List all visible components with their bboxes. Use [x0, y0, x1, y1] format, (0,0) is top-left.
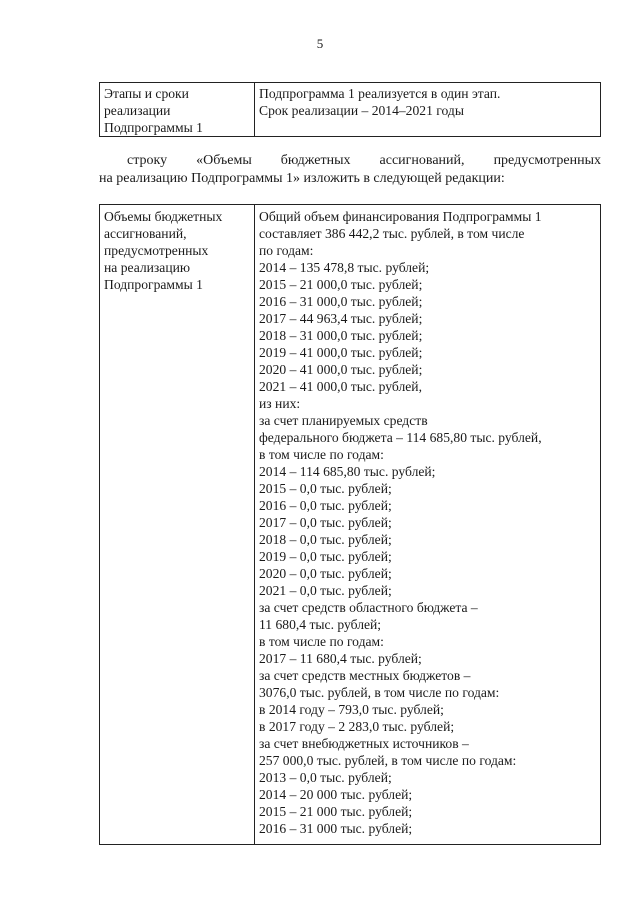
table-cell-value [255, 205, 601, 845]
budget-line: по годам: [259, 243, 314, 258]
budget-line: 2013 – 0,0 тыс. рублей; [259, 770, 392, 785]
page-number: 5 [316, 36, 324, 51]
budget-line: 3076,0 тыс. рублей, в том числе по годам: [259, 685, 500, 700]
cell-text-line: Объемы бюджетных [104, 209, 223, 224]
table-cell-value [255, 83, 601, 137]
cell-text-line: Подпрограммы 1 [104, 120, 203, 135]
cell-text-line: реализации [104, 103, 171, 118]
paragraph-line: на реализацию Подпрограммы 1» изложить в следующей редакции: [99, 171, 505, 186]
budget-line: 2017 – 0,0 тыс. рублей; [259, 515, 392, 530]
budget-line: 2019 – 41 000,0 тыс. рублей; [259, 345, 423, 360]
cell-text-line: Этапы и сроки [104, 86, 189, 101]
budget-line: 2018 – 31 000,0 тыс. рублей; [259, 328, 423, 343]
table-cell-label [100, 205, 255, 845]
instruction-paragraph [99, 152, 601, 188]
budget-line: из них: [259, 396, 301, 411]
budget-line: за счет средств местных бюджетов – [259, 668, 471, 683]
budget-line: за счет средств областного бюджета – [259, 600, 478, 615]
budget-line: в том числе по годам: [259, 447, 384, 462]
budget-line: 2014 – 114 685,80 тыс. рублей; [259, 464, 436, 479]
table-cell-label [100, 83, 255, 137]
budget-line: 257 000,0 тыс. рублей, в том числе по годам: [259, 753, 517, 768]
cell-text-line: Подпрограммы 1 [104, 277, 203, 292]
table-row [100, 83, 601, 137]
budget-line: 2018 – 0,0 тыс. рублей; [259, 532, 392, 547]
budget-line: 2014 – 20 000 тыс. рублей; [259, 787, 413, 802]
budget-line: 2019 – 0,0 тыс. рублей; [259, 549, 392, 564]
budget-line: 2017 – 11 680,4 тыс. рублей; [259, 651, 422, 666]
budget-line: за счет внебюджетных источников – [259, 736, 469, 751]
budget-line: 2016 – 31 000 тыс. рублей; [259, 821, 413, 836]
table-row [100, 205, 601, 845]
cell-text-line: ассигнований, [104, 226, 187, 241]
budget-line: в 2014 году – 793,0 тыс. рублей; [259, 702, 444, 717]
budget-line: 2021 – 0,0 тыс. рублей; [259, 583, 392, 598]
cell-text-line: предусмотренных [104, 243, 209, 258]
cell-text-line: на реализацию [104, 260, 191, 275]
budget-line: 2015 – 0,0 тыс. рублей; [259, 481, 392, 496]
budget-line: Общий объем финансирования Подпрограммы 1 [259, 209, 542, 224]
paragraph-line: строку «Объемы бюджетных ассигнований, предусмотренных [127, 153, 601, 168]
cell-text-line: Подпрограмма 1 реализуется в один этап. [259, 86, 501, 101]
budget-line: за счет планируемых средств [259, 413, 428, 428]
budget-line: 2016 – 0,0 тыс. рублей; [259, 498, 392, 513]
budget-table [99, 204, 601, 845]
budget-line: 2021 – 41 000,0 тыс. рублей, [259, 379, 422, 394]
budget-line: в том числе по годам: [259, 634, 384, 649]
budget-line: составляет 386 442,2 тыс. рублей, в том числе [259, 226, 525, 241]
budget-line: 2020 – 0,0 тыс. рублей; [259, 566, 392, 581]
budget-line: 2014 – 135 478,8 тыс. рублей; [259, 260, 430, 275]
budget-line: 11 680,4 тыс. рублей; [259, 617, 382, 632]
budget-line: 2020 – 41 000,0 тыс. рублей; [259, 362, 423, 377]
cell-text-line: Срок реализации – 2014–2021 годы [259, 103, 464, 118]
budget-line: федерального бюджета – 114 685,80 тыс. рублей, [259, 430, 542, 445]
stages-table [99, 82, 601, 137]
budget-line: 2015 – 21 000,0 тыс. рублей; [259, 277, 423, 292]
budget-line: 2015 – 21 000 тыс. рублей; [259, 804, 413, 819]
budget-line: 2016 – 31 000,0 тыс. рублей; [259, 294, 423, 309]
budget-line: в 2017 году – 2 283,0 тыс. рублей; [259, 719, 455, 734]
budget-line: 2017 – 44 963,4 тыс. рублей; [259, 311, 423, 326]
